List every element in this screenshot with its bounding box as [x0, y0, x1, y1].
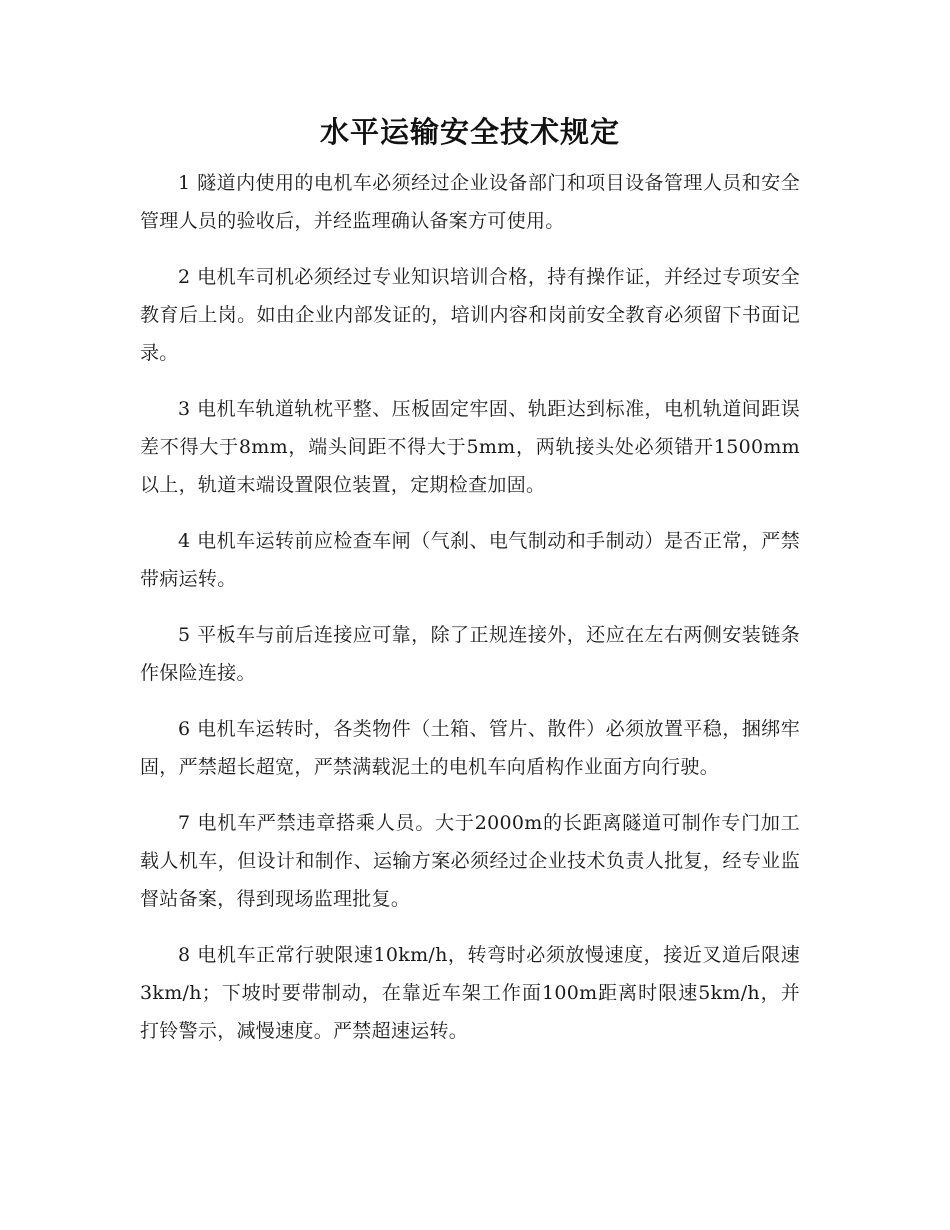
rule-number: 7	[178, 812, 191, 834]
rule-text: 电机车运转前应检查车闸（气刹、电气制动和手制动）是否正常，严禁带病运转。	[140, 530, 800, 590]
document-title: 水平运输安全技术规定	[319, 115, 620, 149]
rule-paragraph-2	[140, 258, 800, 372]
rule-text: 电机车严禁违章搭乘人员。大于2000m的长距离隧道可制作专门加工载人机车，但设计和制作、运输方案必须经过企业技术负责人批复，经专业监督站备案，得到现场监理批复。	[140, 812, 800, 910]
rule-paragraph-8	[140, 936, 800, 1050]
rule-paragraph-7	[140, 804, 800, 918]
rule-paragraph-3	[140, 390, 800, 504]
rule-number: 5	[178, 624, 191, 646]
rule-number: 2	[178, 266, 191, 288]
rule-number: 8	[178, 944, 191, 966]
rule-number: 4	[178, 530, 191, 552]
document-page	[140, 108, 800, 1068]
rule-text: 电机车运转时，各类物件（土箱、管片、散件）必须放置平稳，捆绑牢固，严禁超长超宽，严禁满载泥土的电机车向盾构作业面方向行驶。	[140, 718, 800, 778]
rule-text: 平板车与前后连接应可靠，除了正规连接外，还应在左右两侧安装链条作保险连接。	[140, 624, 800, 684]
rule-text: 电机车司机必须经过专业知识培训合格，持有操作证，并经过专项安全教育后上岗。如由企业内部发证的，培训内容和岗前安全教育必须留下书面记录。	[140, 266, 800, 364]
rule-paragraph-6	[140, 710, 800, 786]
rule-paragraph-5	[140, 616, 800, 692]
rule-text: 电机车轨道轨枕平整、压板固定牢固、轨距达到标准，电机轨道间距误差不得大于8mm，端头间距不得大于5mm，两轨接头处必须错开1500mm以上，轨道末端设置限位装置，定期检查加固。	[140, 398, 800, 496]
rule-paragraph-1	[140, 164, 800, 240]
rule-list	[140, 164, 800, 1050]
rule-paragraph-4	[140, 522, 800, 598]
rule-number: 6	[178, 718, 191, 740]
rule-text: 隧道内使用的电机车必须经过企业设备部门和项目设备管理人员和安全管理人员的验收后，并经监理确认备案方可使用。	[140, 172, 800, 232]
rule-text: 电机车正常行驶限速10km/h，转弯时必须放慢速度，接近叉道后限速3km/h；下坡时要带制动，在靠近车架工作面100m距离时限速5km/h，并打铃警示，减慢速度。严禁超速运转。	[140, 944, 800, 1042]
rule-number: 3	[178, 398, 191, 420]
rule-number: 1	[178, 172, 191, 194]
